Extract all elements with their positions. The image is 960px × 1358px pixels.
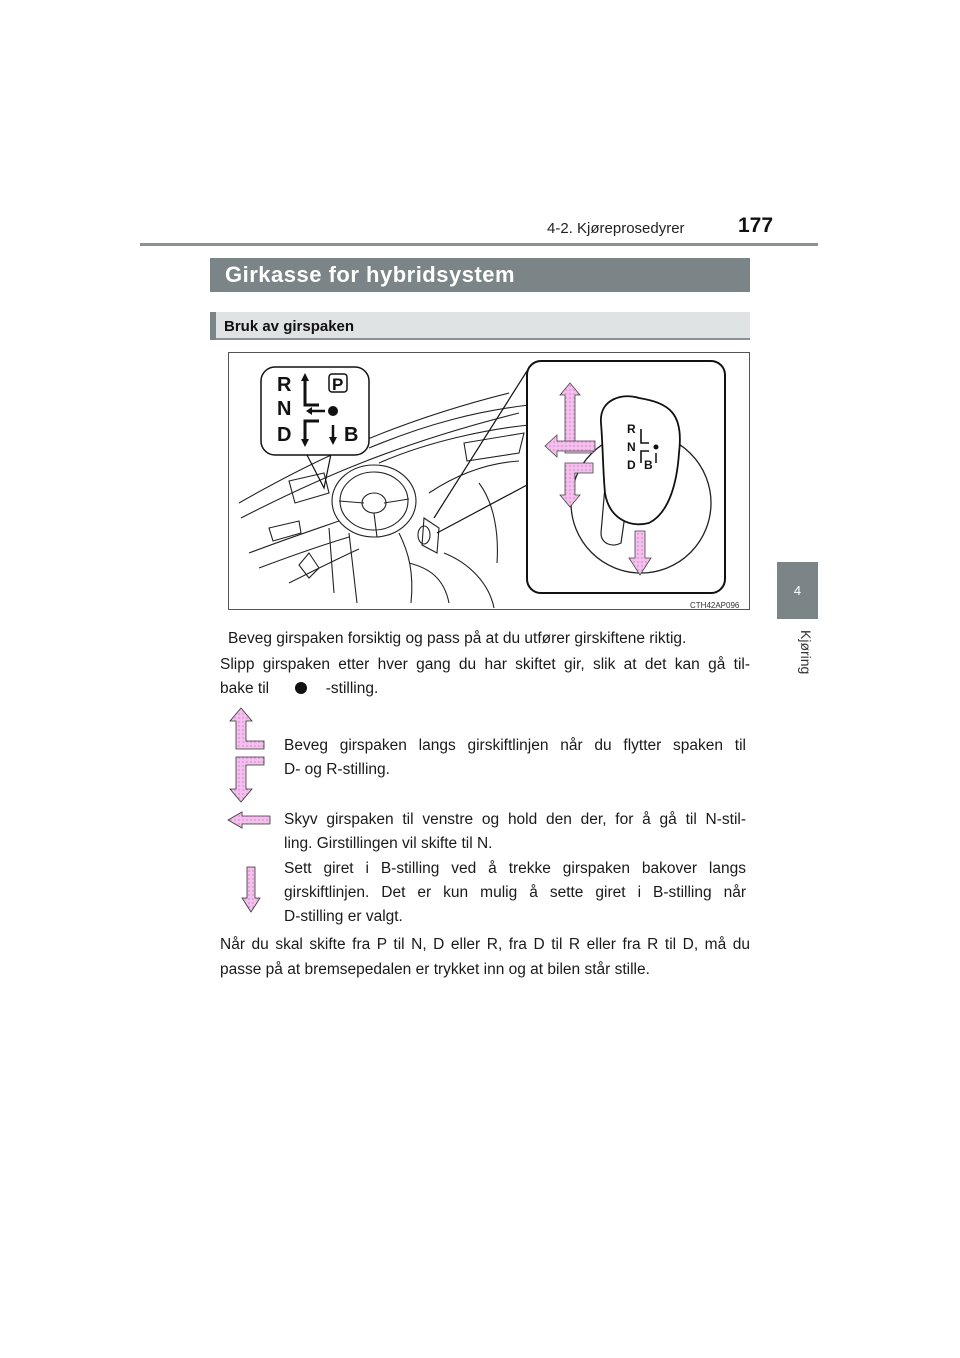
item-3-line-2: girskiftlinjen. Det er kun mulig å sette giret i B-stilling når <box>284 884 746 901</box>
closing-line-2: passe på at bremsepedalen er trykket inn og at bilen står stille. <box>220 961 650 978</box>
header-rule <box>140 243 818 246</box>
item-2-line-1: Skyv girspaken til venstre og hold den der, for å gå til N-stil- <box>284 811 746 828</box>
gate-label-n: N <box>277 398 292 420</box>
item-1-line-2: D- og R-stilling. <box>284 761 390 778</box>
item-3-line-1: Sett giret i B-stilling ved å trekke girspaken bakover langs <box>284 860 746 877</box>
item-1-line-1: Beveg girspaken langs girskiftlinjen når du flytter spaken til <box>284 737 746 754</box>
page-section-label: 4-2. Kjøreprosedyrer <box>547 220 685 237</box>
section-title: Girkasse for hybridsystem <box>210 258 750 292</box>
gear-lever-illustration <box>228 352 750 610</box>
gate-label-p: P <box>332 375 344 394</box>
shift-gate-callout <box>261 367 369 455</box>
intro-paragraph-2-line-1: Slipp girspaken etter hver gang du har skiftet gir, slik at det kan gå til- <box>220 656 750 673</box>
gear-knob-callout <box>527 361 725 593</box>
svg-text:D: D <box>627 458 636 472</box>
svg-text:R: R <box>627 422 636 436</box>
neutral-dot-icon <box>295 682 307 694</box>
item-3-line-3: D-stilling er valgt. <box>284 908 403 925</box>
chapter-tab[interactable]: 4 <box>777 562 818 619</box>
svg-text:B: B <box>644 458 653 472</box>
item-2-line-2: ling. Girstillingen vil skifte til N. <box>284 835 493 852</box>
intro-text-before-symbol: bake til <box>220 680 270 697</box>
gate-label-b: B <box>344 424 359 446</box>
subsection-marker <box>210 312 216 340</box>
intro-text-after-symbol: -stilling. <box>325 680 379 697</box>
intro-paragraph-2-line-2 <box>220 676 750 702</box>
figure-code: CTH42AP096 <box>690 601 740 610</box>
gate-label-r: R <box>277 374 292 396</box>
svg-text:N: N <box>627 440 636 454</box>
down-arrow-icon <box>240 866 262 914</box>
up-down-gate-arrows-icon <box>226 705 272 805</box>
left-arrow-icon <box>226 811 272 829</box>
gate-label-d: D <box>277 424 292 446</box>
subsection-title: Bruk av girspaken <box>224 318 355 335</box>
intro-paragraph-1: Beveg girspaken forsiktig og pass på at du utfører girskiftene riktig. <box>228 630 687 647</box>
page-number: 177 <box>738 214 774 237</box>
chapter-name: Kjøring <box>798 630 814 675</box>
closing-line-1: Når du skal skifte fra P til N, D eller R, fra D til R eller fra R til D, må du <box>220 936 750 953</box>
